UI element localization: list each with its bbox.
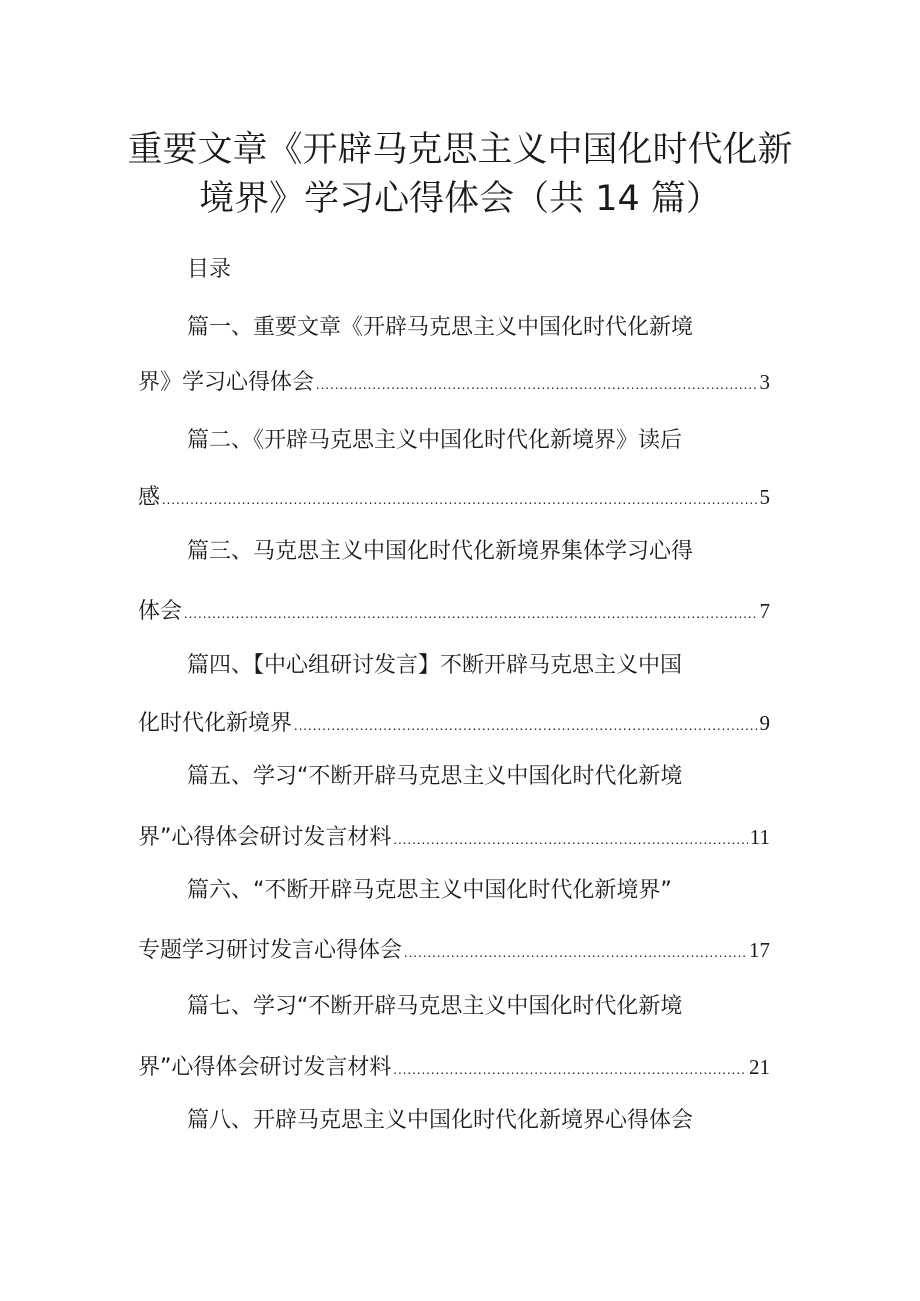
toc-entry-title[interactable]: 篇五、学习“不断开辟马克思主义中国化时代化新境 [187,764,683,789]
toc-entry-continuation[interactable]: 界》学习心得体会 [138,370,315,395]
dot-leader [184,600,757,630]
dot-leader [294,712,757,742]
toc-entry-continuation-row[interactable] [138,822,770,856]
toc-entry-continuation[interactable]: 界”心得体会研讨发言材料 [138,825,392,850]
toc-entry-continuation[interactable]: 专题学习研讨发言心得体会 [138,938,403,963]
dot-leader [404,939,747,969]
toc-entry-continuation-row[interactable] [138,1052,770,1086]
toc-heading: 目录 [187,257,232,282]
toc-page-number[interactable]: 7 [759,599,770,623]
toc-entry-title[interactable]: 篇七、学习“不断开辟马克思主义中国化时代化新境 [187,994,683,1019]
toc-entry-continuation[interactable]: 化时代化新境界 [138,711,293,736]
dot-leader [393,826,747,856]
toc-page-number[interactable]: 9 [759,711,770,735]
toc-entry-continuation[interactable]: 界”心得体会研讨发言材料 [138,1055,392,1080]
toc-entry-title[interactable]: 篇四、【中心组研讨发言】不断开辟马克思主义中国 [187,653,683,678]
toc-entry-title[interactable]: 篇三、马克思主义中国化时代化新境界集体学习心得 [187,539,694,564]
document-title [120,126,800,224]
toc-entry-title[interactable]: 篇八、开辟马克思主义中国化时代化新境界心得体会 [187,1108,694,1133]
toc-entry-continuation[interactable]: 体会 [138,599,183,624]
toc-page-number[interactable]: 17 [749,938,770,962]
toc-page-number[interactable]: 21 [749,1055,770,1079]
toc-entry-continuation-row[interactable] [138,482,770,516]
toc-page-number[interactable]: 11 [749,825,770,849]
dot-leader [393,1056,747,1086]
document-title-line-2: 境界》学习心得体会（共 14 篇） [199,179,721,219]
toc-entry-title[interactable]: 篇六、“不断开辟马克思主义中国化时代化新境界” [187,878,672,903]
toc-entry-continuation-row[interactable] [138,367,770,401]
document-title-line-1: 重要文章《开辟马克思主义中国化时代化新 [127,130,793,170]
dot-leader [316,371,757,401]
toc-entry-title[interactable]: 篇一、重要文章《开辟马克思主义中国化时代化新境 [187,315,694,340]
toc-entry-continuation-row[interactable] [138,708,770,742]
dot-leader [162,486,757,516]
toc-entry-continuation[interactable]: 感 [138,485,161,510]
toc-entry-continuation-row[interactable] [138,935,770,969]
toc-entry-continuation-row[interactable] [138,596,770,630]
toc-page-number[interactable]: 3 [759,370,770,394]
toc-entry-title[interactable]: 篇二、《开辟马克思主义中国化时代化新境界》读后 [187,428,683,453]
toc-page-number[interactable]: 5 [759,485,770,509]
